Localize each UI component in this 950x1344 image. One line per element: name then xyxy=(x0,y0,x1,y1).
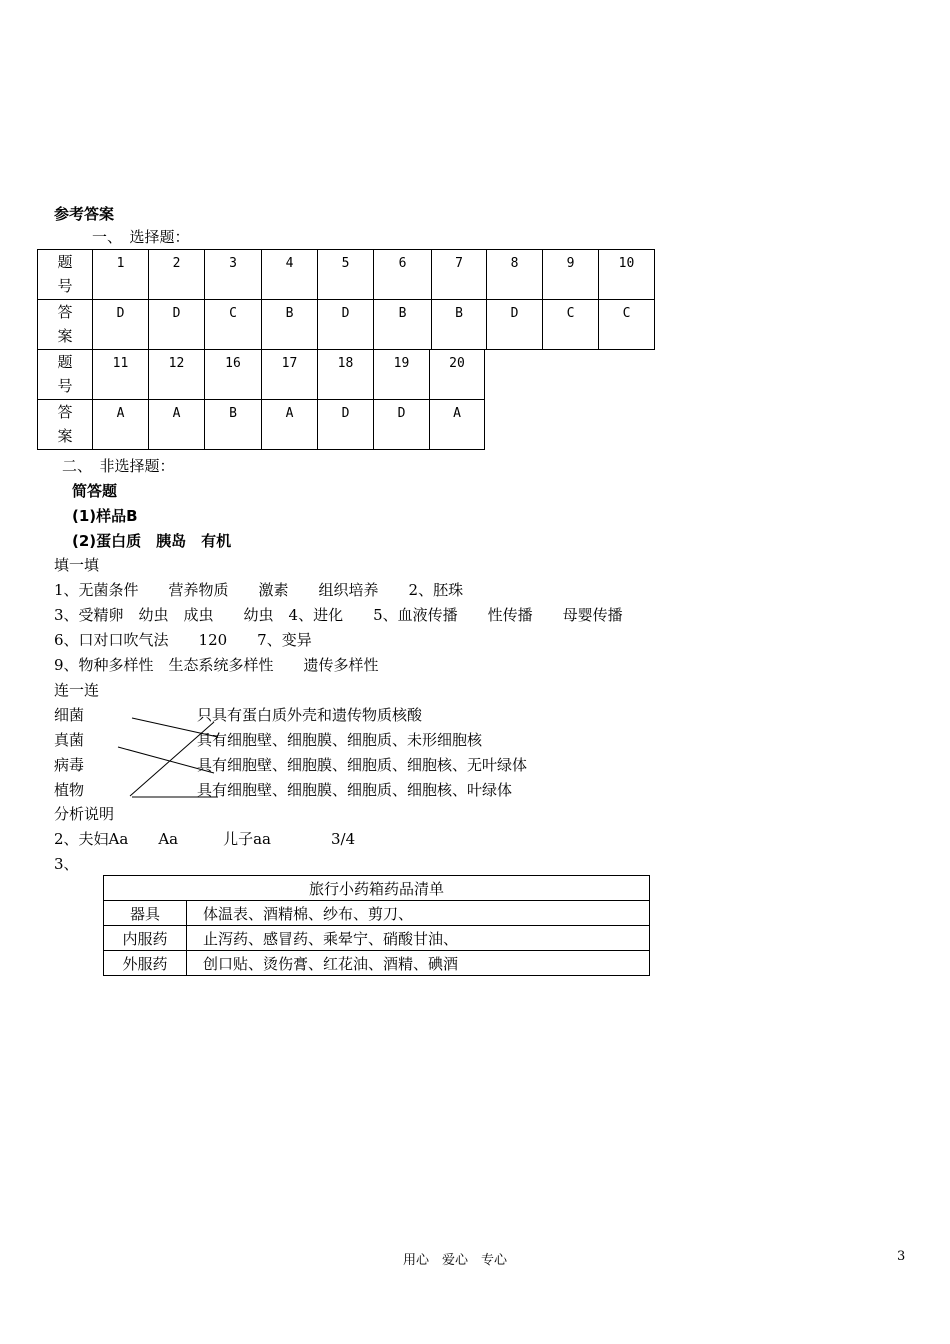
page-number: 3 xyxy=(897,1249,906,1264)
table-title: 旅行小药箱药品清单 xyxy=(104,876,650,901)
footer-motto: 用心 爱心 专心 xyxy=(403,1253,508,1268)
short-answer-1: (1)样品B xyxy=(72,507,138,525)
table-cell: 4 xyxy=(262,250,318,300)
table-cell: 5 xyxy=(318,250,374,300)
table-cell: A xyxy=(262,400,318,450)
match-left-item: 病毒 xyxy=(54,756,85,774)
table-row xyxy=(104,926,650,951)
short-answer-2: (2)蛋白质 胰岛 有机 xyxy=(72,532,232,550)
table-cell: D xyxy=(318,300,374,350)
table-cell: 1 xyxy=(93,250,149,300)
section-one-title: 一、 选择题： xyxy=(92,228,190,246)
row-label: 答 案 xyxy=(38,300,93,350)
table-cell: 19 xyxy=(374,350,430,400)
short-answer-title: 简答题 xyxy=(72,482,118,500)
analysis-title: 分析说明 xyxy=(54,805,115,823)
match-left-item: 真菌 xyxy=(54,731,85,749)
fill-line: 3、受精卵 幼虫 成虫 幼虫 4、进化 5、血液传播 性传播 母婴传播 xyxy=(54,606,623,624)
table-cell: D xyxy=(149,300,205,350)
page-title: 参考答案 xyxy=(54,205,115,223)
table-cell: 8 xyxy=(487,250,543,300)
table-cell: 体温表、酒精棉、纱布、剪刀、 xyxy=(187,901,650,926)
table-cell: 止泻药、感冒药、乘晕宁、硝酸甘油、 xyxy=(187,926,650,951)
table-cell: 3 xyxy=(205,250,262,300)
table-cell: 16 xyxy=(205,350,262,400)
table-cell: A xyxy=(93,400,149,450)
match-line xyxy=(118,747,214,773)
fill-title: 填一填 xyxy=(54,556,100,574)
match-line xyxy=(132,718,218,737)
table-cell: 20 xyxy=(430,350,485,400)
table-cell: 12 xyxy=(149,350,205,400)
table-cell: 17 xyxy=(262,350,318,400)
table-cell: C xyxy=(599,300,655,350)
table-cell: 器具 xyxy=(104,901,187,926)
table-row xyxy=(104,876,650,901)
table-cell: 6 xyxy=(374,250,432,300)
match-left-item: 细菌 xyxy=(54,706,85,724)
table-cell: A xyxy=(430,400,485,450)
match-right-item: 具有细胞壁、细胞膜、细胞质、未形细胞核 xyxy=(197,731,483,749)
medicine-list-table xyxy=(103,875,650,976)
section-two-title: 二、 非选择题： xyxy=(62,457,175,475)
table-cell: A xyxy=(149,400,205,450)
table-row xyxy=(104,901,650,926)
analysis-answer-2: 2、夫妇Aa Aa 儿子aa 3/4 xyxy=(54,830,356,848)
match-title: 连一连 xyxy=(54,681,100,699)
table-cell: C xyxy=(543,300,599,350)
table-cell: 18 xyxy=(318,350,374,400)
table-cell: 10 xyxy=(599,250,655,300)
table-cell: D xyxy=(318,400,374,450)
table-cell: D xyxy=(374,400,430,450)
table-cell: B xyxy=(374,300,432,350)
match-right-item: 具有细胞壁、细胞膜、细胞质、细胞核、叶绿体 xyxy=(197,781,513,799)
table-cell: 7 xyxy=(432,250,487,300)
fill-line: 9、物种多样性 生态系统多样性 遗传多样性 xyxy=(54,656,379,674)
table-row xyxy=(104,951,650,976)
match-right-item: 具有细胞壁、细胞膜、细胞质、细胞核、无叶绿体 xyxy=(197,756,528,774)
table-cell: C xyxy=(205,300,262,350)
table-cell: D xyxy=(487,300,543,350)
table-cell: 创口贴、烫伤膏、红花油、酒精、碘酒 xyxy=(187,951,650,976)
table-cell: B xyxy=(205,400,262,450)
table-cell: B xyxy=(432,300,487,350)
table-cell: D xyxy=(93,300,149,350)
match-left-item: 植物 xyxy=(54,781,85,799)
table-cell: 2 xyxy=(149,250,205,300)
row-label: 答 案 xyxy=(38,400,93,450)
analysis-answer-3: 3、 xyxy=(54,855,79,873)
row-label: 题 号 xyxy=(38,250,93,300)
table-cell: B xyxy=(262,300,318,350)
fill-line: 1、无菌条件 营养物质 激素 组织培养 2、胚珠 xyxy=(54,581,464,599)
table-cell: 9 xyxy=(543,250,599,300)
table-cell: 内服药 xyxy=(104,926,187,951)
match-right-item: 只具有蛋白质外壳和遗传物质核酸 xyxy=(197,706,423,724)
table-cell: 11 xyxy=(93,350,149,400)
match-line xyxy=(130,722,214,796)
table-cell: 外服药 xyxy=(104,951,187,976)
row-label: 题 号 xyxy=(38,350,93,400)
fill-line: 6、口对口吹气法 120 7、变异 xyxy=(54,631,312,649)
